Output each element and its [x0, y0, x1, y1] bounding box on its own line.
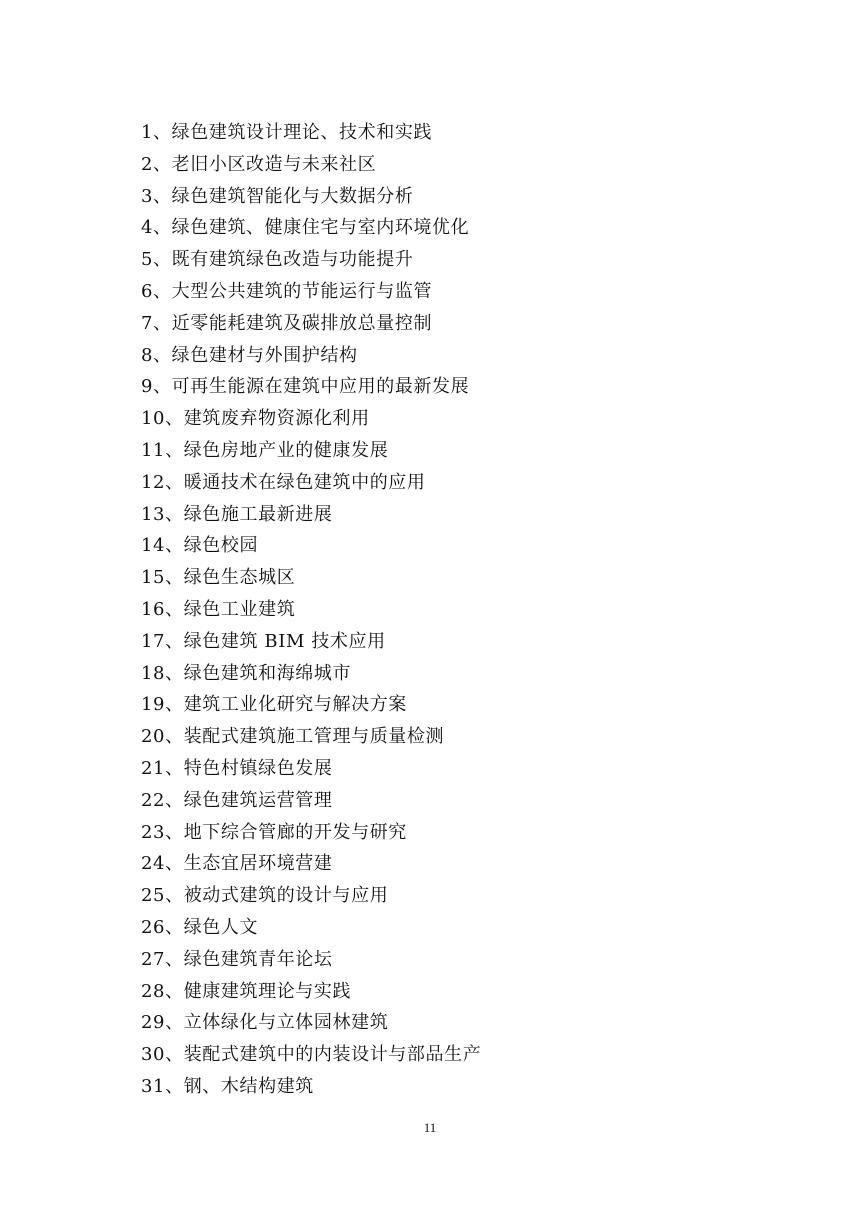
list-item: 18、绿色建筑和海绵城市 — [141, 662, 352, 684]
list-item: 27、绿色建筑青年论坛 — [141, 948, 333, 970]
list-item: 5、既有建筑绿色改造与功能提升 — [141, 249, 414, 271]
list-item: 28、健康建筑理论与实践 — [141, 980, 352, 1002]
list-item: 9、可再生能源在建筑中应用的最新发展 — [141, 376, 470, 398]
list-item: 20、装配式建筑施工管理与质量检测 — [141, 726, 445, 748]
list-item: 7、近零能耗建筑及碳排放总量控制 — [141, 312, 433, 334]
list-item: 31、钢、木结构建筑 — [141, 1075, 314, 1097]
list-item: 6、大型公共建筑的节能运行与监管 — [141, 280, 433, 302]
list-item: 16、绿色工业建筑 — [141, 598, 296, 620]
list-item: 4、绿色建筑、健康住宅与室内环境优化 — [141, 217, 470, 239]
list-item: 29、立体绿化与立体园林建筑 — [141, 1012, 389, 1034]
list-item: 10、建筑废弃物资源化利用 — [141, 408, 370, 430]
list-item: 24、生态宜居环境营建 — [141, 853, 333, 875]
topic-list — [141, 117, 481, 1103]
list-item: 11、绿色房地产业的健康发展 — [141, 439, 389, 461]
list-item: 15、绿色生态城区 — [141, 567, 296, 589]
list-item: 26、绿色人文 — [141, 916, 259, 938]
list-item: 23、地下综合管廊的开发与研究 — [141, 821, 407, 843]
list-item: 3、绿色建筑智能化与大数据分析 — [141, 185, 414, 207]
list-item: 2、老旧小区改造与未来社区 — [141, 153, 377, 175]
page-number: 11 — [423, 1120, 437, 1135]
list-item: 1、绿色建筑设计理论、技术和实践 — [141, 122, 433, 143]
list-item: 17、绿色建筑 BIM 技术应用 — [141, 630, 386, 652]
list-item: 19、建筑工业化研究与解决方案 — [141, 694, 407, 716]
list-item: 14、绿色校园 — [141, 535, 259, 557]
list-item: 30、装配式建筑中的内装设计与部品生产 — [141, 1044, 482, 1066]
list-item: 21、特色村镇绿色发展 — [141, 757, 333, 779]
list-item: 22、绿色建筑运营管理 — [141, 789, 333, 811]
list-item: 25、被动式建筑的设计与应用 — [141, 885, 389, 907]
list-item: 13、绿色施工最新进展 — [141, 503, 333, 525]
list-item: 8、绿色建材与外围护结构 — [141, 344, 358, 366]
list-item: 12、暖通技术在绿色建筑中的应用 — [141, 471, 426, 493]
